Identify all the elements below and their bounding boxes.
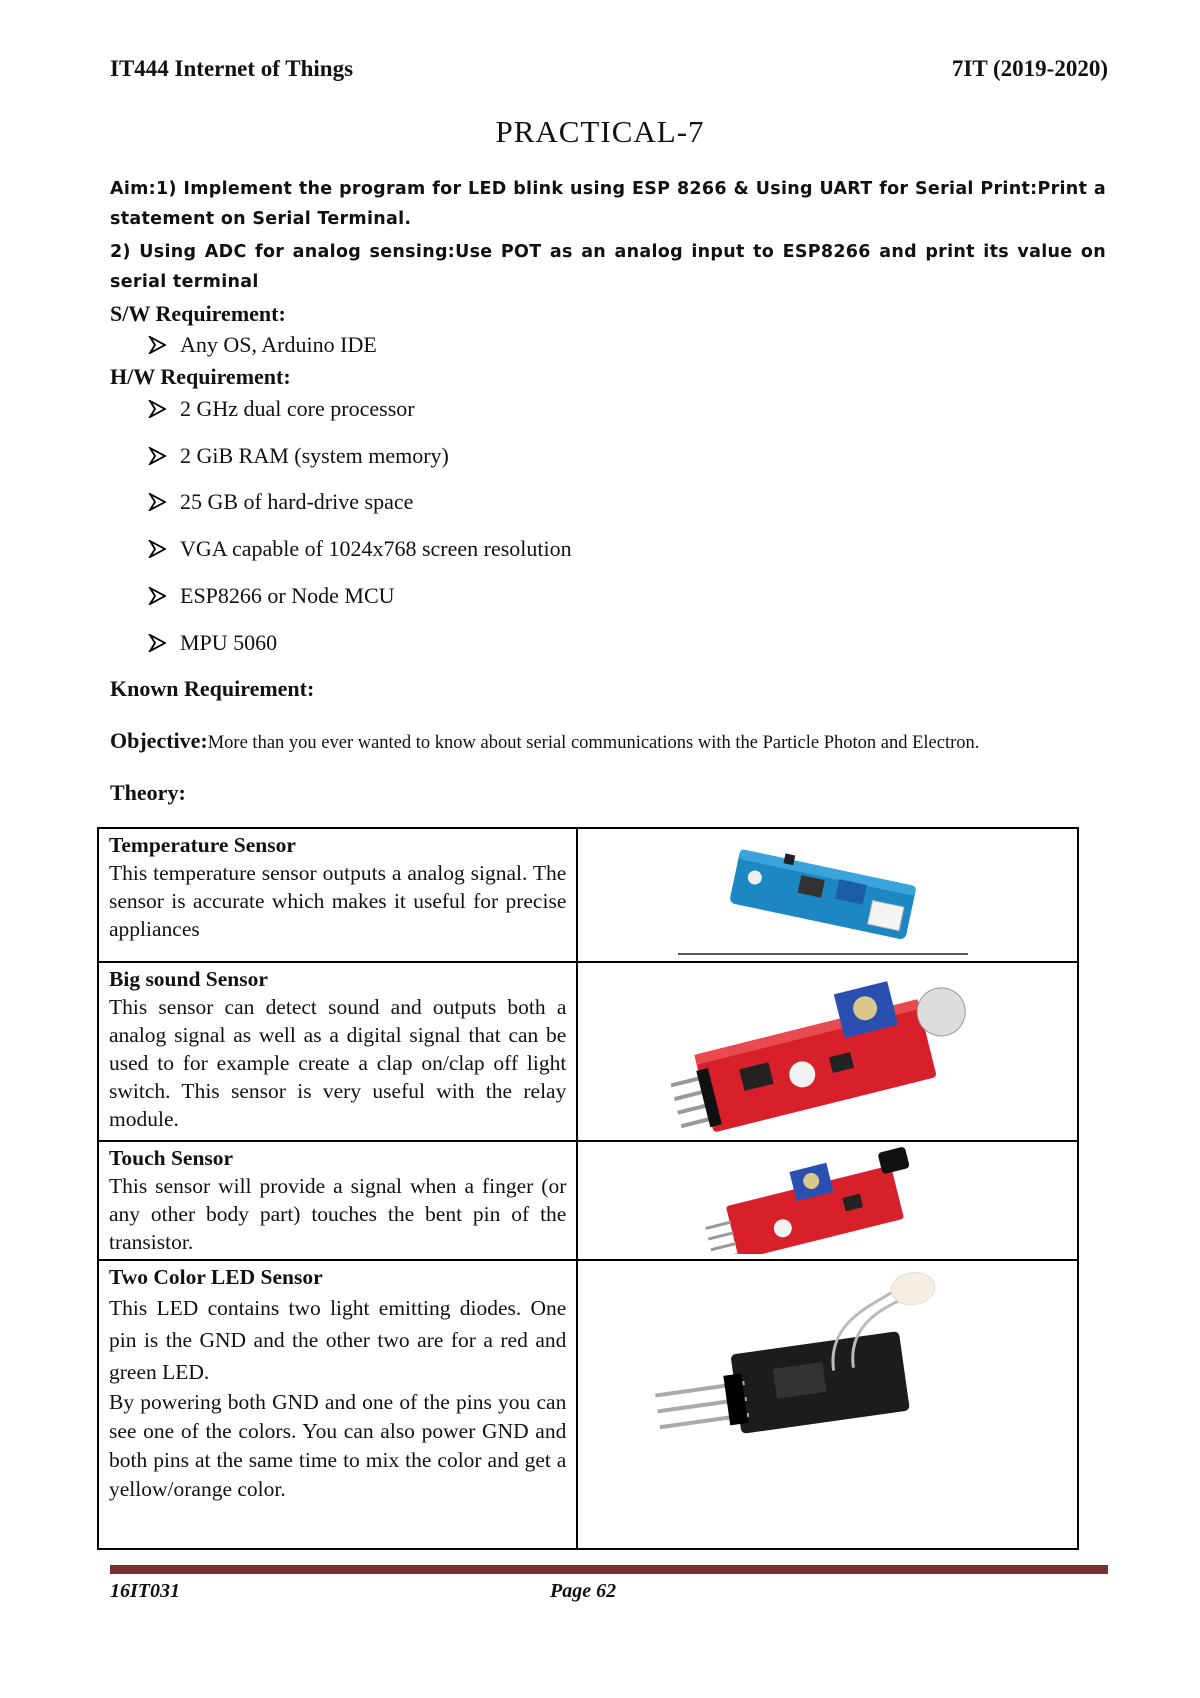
hw-item-text: MPU 5060: [180, 630, 278, 655]
sensor-desc: This temperature sensor outputs a analog signal. The sensor is accurate which makes it useful for precise appliances: [109, 861, 567, 941]
sensor-text-cell: [98, 1260, 577, 1549]
sensor-image-cell: [577, 828, 1078, 962]
sw-item: [148, 332, 377, 358]
arrow-bullet-icon: [148, 447, 166, 465]
table-row: [98, 828, 1078, 962]
arrow-bullet-icon: [148, 587, 166, 605]
hw-heading: H/W Requirement:: [110, 364, 291, 389]
table-row: [98, 1260, 1078, 1549]
sensor-desc: This sensor will provide a signal when a finger (or any other body part) touches the bent pin of the transistor.: [109, 1174, 567, 1254]
sensor-desc: By powering both GND and one of the pins you can see one of the colors. You can also power GND and both pins at the same time to mix the color and get a yellow/orange color.: [109, 1390, 567, 1501]
sensor-name: Temperature Sensor: [109, 833, 296, 857]
hw-item: [148, 536, 572, 562]
sensor-image-cell: [577, 1260, 1078, 1549]
hw-item: [148, 396, 415, 422]
footer-id: 16IT031: [110, 1580, 180, 1602]
sensor-table: [97, 827, 1079, 1550]
arrow-bullet-icon: [148, 336, 166, 354]
sensor-text-cell: [98, 1141, 577, 1260]
arrow-bullet-icon: [148, 540, 166, 558]
objective-label: Objective:: [110, 728, 208, 753]
hw-item-text: 2 GiB RAM (system memory): [180, 443, 449, 468]
hw-item-text: 25 GB of hard-drive space: [180, 489, 414, 514]
sensor-name: Big sound Sensor: [109, 967, 268, 991]
sw-item-text: Any OS, Arduino IDE: [180, 332, 377, 357]
table-row: [98, 1141, 1078, 1260]
hw-item: [148, 489, 413, 515]
aim-line-1: Aim:1) Implement the program for LED blink using ESP 8266 & Using UART for Serial Print:Print a statement on Serial Terminal.: [110, 179, 1106, 229]
page-title: PRACTICAL-7: [495, 114, 705, 149]
big-sound-sensor-image: [588, 965, 1048, 1135]
temperature-sensor-image: [588, 831, 1048, 956]
sensor-desc: This LED contains two light emitting diodes. One pin is the GND and the other two are for a red and green LED.: [109, 1296, 567, 1384]
footer-rule: [110, 1565, 1108, 1574]
footer-page: Page 62: [550, 1580, 617, 1602]
known-heading: Known Requirement:: [110, 676, 315, 701]
sensor-image-cell: [577, 1141, 1078, 1260]
arrow-bullet-icon: [148, 400, 166, 418]
sensor-image-cell: [577, 962, 1078, 1141]
header-term: 7IT (2019-2020): [951, 56, 1108, 81]
aim-line-2: 2) Using ADC for analog sensing:Use POT as an analog input to ESP8266 and print its value on serial terminal: [110, 242, 1106, 292]
hw-item: [148, 583, 395, 609]
arrow-bullet-icon: [148, 493, 166, 511]
hw-item-text: 2 GHz dual core processor: [180, 396, 415, 421]
theory-heading: Theory:: [110, 780, 186, 805]
header-course: IT444 Internet of Things: [110, 56, 354, 81]
hw-item-text: ESP8266 or Node MCU: [180, 583, 395, 608]
objective-text: More than you ever wanted to know about serial communications with the Particle Photon and Electron.: [207, 733, 980, 753]
hw-item-text: VGA capable of 1024x768 screen resolution: [180, 536, 572, 561]
sensor-name: Two Color LED Sensor: [109, 1265, 323, 1289]
objective: [110, 728, 979, 754]
sensor-text-cell: [98, 828, 577, 962]
touch-sensor-image: [588, 1144, 1048, 1254]
two-color-led-sensor-image: [588, 1263, 1048, 1543]
sensor-name: Touch Sensor: [109, 1146, 234, 1170]
sensor-text-cell: [98, 962, 577, 1141]
hw-item: [148, 443, 449, 469]
hw-item: [148, 630, 277, 656]
arrow-bullet-icon: [148, 634, 166, 652]
sw-heading: S/W Requirement:: [110, 301, 286, 326]
table-row: [98, 962, 1078, 1141]
sensor-desc: This sensor can detect sound and outputs both a analog signal as well as a digital signal that can be used to for example create a clap on/clap off light switch. This sensor is very useful with the relay module.: [109, 995, 567, 1131]
